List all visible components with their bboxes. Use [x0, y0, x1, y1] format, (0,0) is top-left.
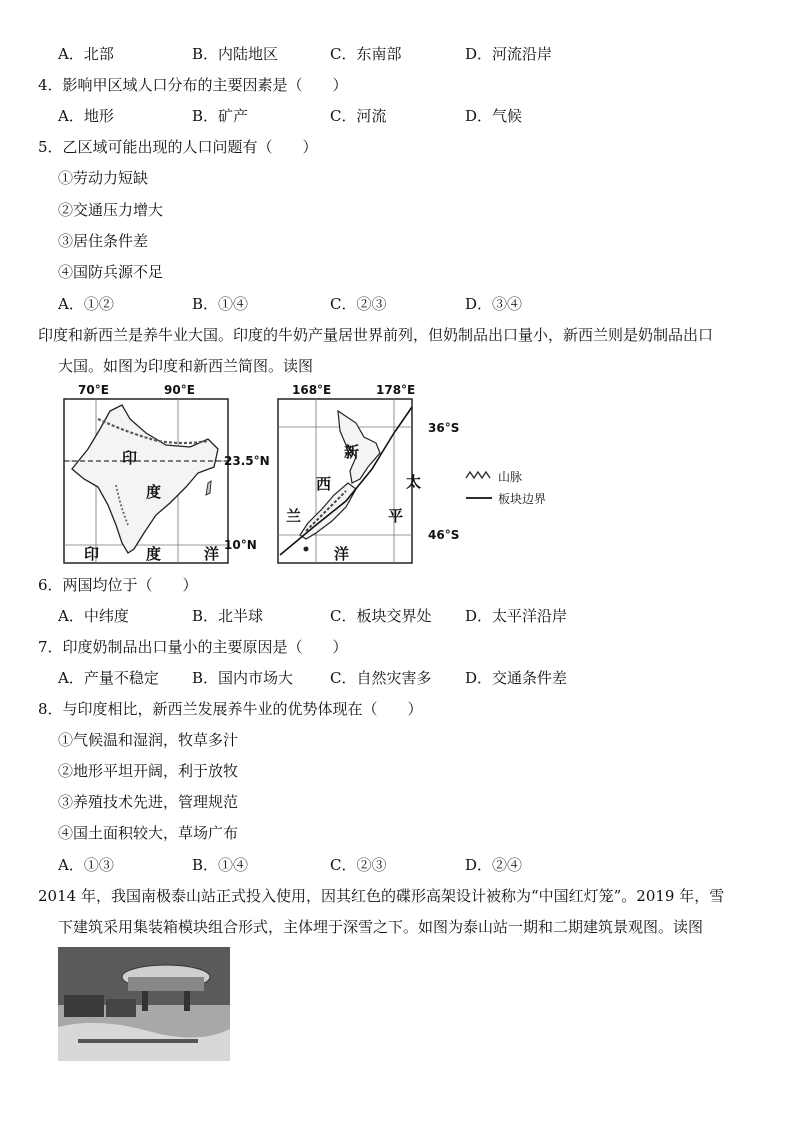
q8-item-4: ④国土面积较大，草场广布 — [58, 824, 239, 842]
india-map — [58, 383, 270, 568]
q5-option-d: D．③④ — [465, 295, 523, 313]
q3-option-d: D．河流沿岸 — [465, 45, 553, 63]
q8-item-3: ③养殖技术先进，管理规范 — [58, 793, 239, 811]
q6-option-a: A．中纬度 — [58, 607, 129, 625]
q8-item-2: ②地形平坦开阔，利于放牧 — [58, 762, 239, 780]
ocean-label-yang: 洋 — [204, 545, 220, 563]
q8-item-1: ①气候温和湿润，牧草多汁 — [58, 731, 239, 749]
q8-option-a: A．①③ — [58, 856, 114, 874]
passage2-line1: 2014 年，我国南极泰山站正式投入使用，因其红色的碟形高架设计被称为“中国红灯笼”。2019 年，雪 — [38, 887, 725, 905]
nz-lat-36s: 36°S — [428, 421, 460, 435]
nz-label-lan: 兰 — [286, 507, 302, 525]
nz-label-xi: 西 — [316, 475, 332, 493]
q6-option-b: B．北半球 — [192, 607, 264, 625]
q8-stem: 8．与印度相比，新西兰发展养牛业的优势体现在（ ） — [38, 700, 423, 718]
passage1-line2: 大国。如图为印度和新西兰简图。读图 — [58, 357, 314, 375]
q8-option-d: D．②④ — [465, 856, 523, 874]
q5-item-2: ②交通压力增大 — [58, 201, 164, 219]
q5-stem: 5．乙区域可能出现的人口问题有（ ） — [38, 138, 318, 156]
q8-option-c: C．②③ — [330, 856, 387, 874]
q6-option-c: C．板块交界处 — [330, 607, 432, 625]
map-legend — [464, 468, 574, 508]
q6-option-d: D．太平洋沿岸 — [465, 607, 568, 625]
india-lon-70: 70°E — [78, 383, 109, 397]
q7-option-b: B．国内市场大 — [192, 669, 294, 687]
nz-map — [276, 383, 474, 568]
pacific-label-ping: 平 — [388, 507, 404, 525]
q3-option-a: A．北部 — [58, 45, 114, 63]
q5-item-3: ③居住条件差 — [58, 232, 149, 250]
q5-item-1: ①劳动力短缺 — [58, 169, 149, 187]
q7-option-c: C．自然灾害多 — [330, 669, 432, 687]
pacific-label-tai: 太 — [406, 473, 422, 491]
nz-label-xin: 新 — [344, 443, 360, 461]
q7-stem: 7．印度奶制品出口量小的主要原因是（ ） — [38, 638, 348, 656]
nz-lat-46s: 46°S — [428, 528, 460, 542]
q3-option-c: C．东南部 — [330, 45, 402, 63]
india-lat-tropic: 23.5°N — [224, 454, 270, 468]
pacific-label-yang: 洋 — [334, 545, 350, 563]
q8-option-b: B．①④ — [192, 856, 249, 874]
taishan-station-photo — [58, 947, 230, 1061]
q4-option-d: D．气候 — [465, 107, 523, 125]
legend-mountain-label: 山脉 — [498, 470, 523, 484]
q4-stem: 4．影响甲区域人口分布的主要因素是（ ） — [38, 76, 348, 94]
q7-option-d: D．交通条件差 — [465, 669, 568, 687]
nz-lon-168: 168°E — [292, 383, 332, 397]
q5-option-a: A．①② — [58, 295, 114, 313]
ocean-label-yin: 印 — [84, 545, 100, 563]
q4-option-c: C．河流 — [330, 107, 387, 125]
passage1-line1: 印度和新西兰是养牛业大国。印度的牛奶产量居世界前列，但奶制品出口量小，新西兰则是奶制品出口 — [38, 326, 714, 344]
legend-boundary-label: 板块边界 — [498, 492, 547, 506]
q3-option-b: B．内陆地区 — [192, 45, 279, 63]
india-lon-90: 90°E — [164, 383, 195, 397]
india-lat-10n: 10°N — [224, 538, 257, 552]
q5-option-c: C．②③ — [330, 295, 387, 313]
nz-lon-178: 178°E — [376, 383, 416, 397]
passage2-line2: 下建筑采用集装箱模块组合形式，主体埋于深雪之下。如图为泰山站一期和二期建筑景观图。读图 — [58, 918, 704, 936]
ocean-label-du: 度 — [146, 545, 162, 563]
q5-option-b: B．①④ — [192, 295, 249, 313]
q4-option-a: A．地形 — [58, 107, 114, 125]
q7-option-a: A．产量不稳定 — [58, 669, 159, 687]
q5-item-4: ④国防兵源不足 — [58, 263, 164, 281]
q4-option-b: B．矿产 — [192, 107, 249, 125]
india-label-du: 度 — [146, 483, 162, 501]
q6-stem: 6．两国均位于（ ） — [38, 576, 198, 594]
india-label-yin: 印 — [122, 449, 138, 467]
